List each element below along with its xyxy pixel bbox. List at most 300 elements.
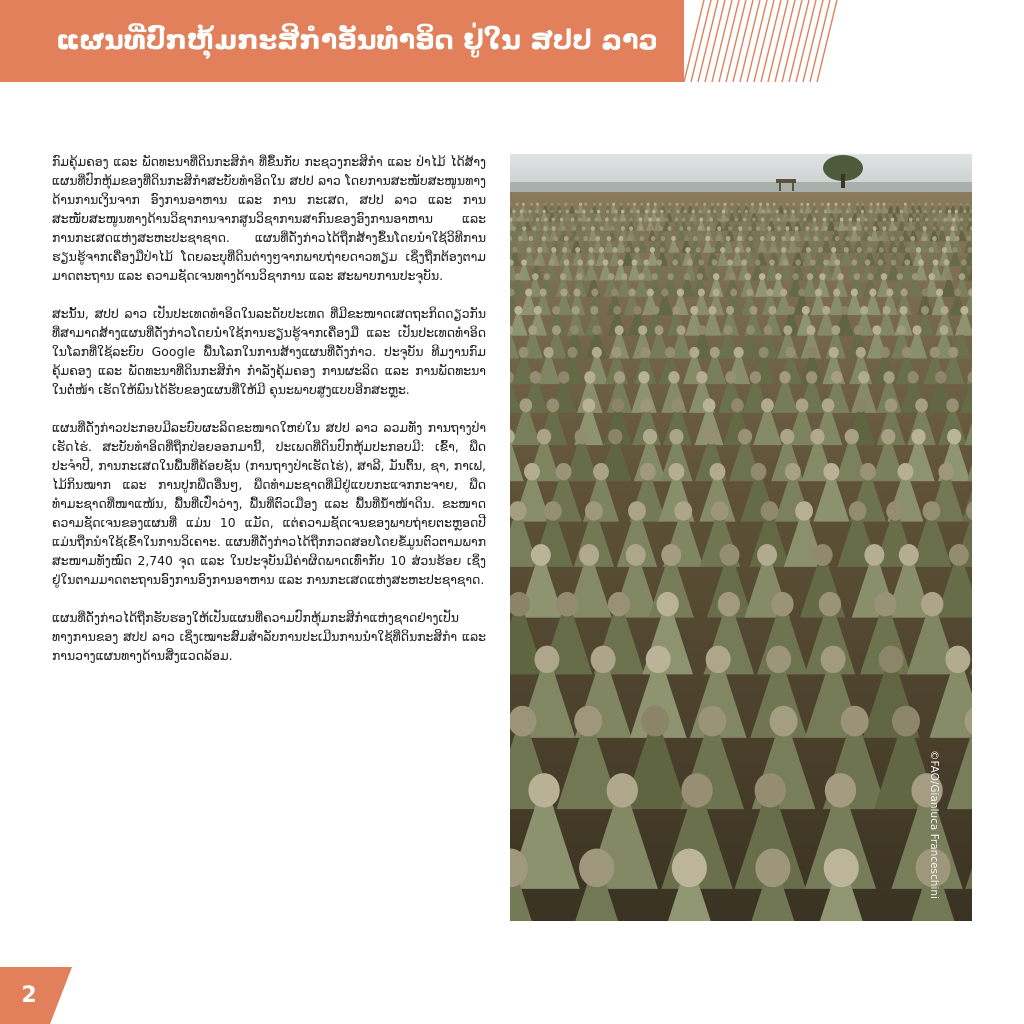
field-photo: [510, 154, 972, 921]
sheaf-top: [769, 217, 773, 221]
sheaf-top: [746, 247, 751, 253]
sheaf-top: [650, 247, 655, 253]
sheaf-top: [746, 289, 753, 297]
sheaf-top: [909, 217, 913, 221]
sheaf-top: [679, 226, 683, 230]
sheaf-top: [841, 706, 869, 737]
sheaf-top: [925, 217, 929, 221]
sheaf-top: [710, 347, 720, 358]
sheaf-top: [674, 247, 679, 253]
sheaf-top: [605, 217, 609, 221]
sheaf-top: [761, 501, 779, 521]
sheaf-top: [675, 217, 679, 221]
sheaf-top: [824, 210, 827, 214]
sheaf-top: [517, 217, 521, 221]
sheaf-top: [552, 217, 556, 221]
sheaf-top: [867, 236, 872, 241]
sheaf-top: [890, 236, 895, 241]
sheaf-top: [540, 289, 547, 297]
sheaf-top: [696, 247, 701, 253]
sheaf-top: [933, 259, 939, 265]
sheaf-top: [570, 325, 579, 335]
sheaf-top: [807, 273, 813, 280]
sheaf-top: [795, 501, 813, 521]
sheaf-top: [706, 646, 731, 673]
sheaf-top: [633, 306, 641, 315]
sheaf-top: [900, 306, 908, 315]
sheaf-top: [529, 236, 534, 241]
sheaf-top: [821, 203, 824, 206]
sheaf-top: [951, 226, 955, 230]
sheaf-top: [622, 217, 626, 221]
sheaf-top: [897, 325, 906, 335]
sheaf-top: [641, 706, 669, 737]
sheaf-top: [639, 226, 643, 230]
sheaf-top: [696, 371, 707, 383]
sheaf-top: [615, 325, 624, 335]
sheaf-top: [872, 325, 881, 335]
sheaf-top: [823, 463, 839, 480]
sheaf-top: [831, 371, 842, 383]
sheaf-top: [844, 226, 848, 230]
sheaf-top: [943, 217, 947, 221]
sheaf-top: [759, 247, 764, 253]
sheaf-top: [665, 217, 669, 221]
sheaf-top: [795, 259, 801, 265]
sheaf-top: [851, 259, 857, 265]
sheaf-top: [550, 210, 553, 214]
sheaf-top: [860, 306, 868, 315]
sheaf-top: [879, 247, 884, 253]
rice-straw-field-image: [510, 154, 972, 921]
sheaf-top: [698, 706, 726, 737]
sheaf-top: [741, 259, 747, 265]
sheaf-top: [960, 226, 964, 230]
sheaf-top: [771, 236, 776, 241]
sheaf-top: [856, 347, 866, 358]
sheaf-top: [737, 203, 740, 206]
sheaf-top: [945, 236, 950, 241]
sheaf-top: [762, 210, 765, 214]
sheaf-top: [743, 217, 747, 221]
sheaf-top: [726, 236, 731, 241]
sheaf-top: [757, 544, 777, 566]
sheaf-top: [661, 203, 664, 206]
sheaf-top: [946, 273, 952, 280]
sheaf-top: [929, 273, 935, 280]
sheaf-top: [577, 259, 583, 265]
sheaf-top: [640, 203, 643, 206]
sheaf-top: [931, 203, 934, 206]
sheaf-top: [704, 429, 718, 445]
sheaf-top: [790, 236, 795, 241]
sheaf-top: [867, 273, 873, 280]
sheaf-top: [773, 203, 776, 206]
sheaf-top: [652, 210, 655, 214]
sheaf-top: [632, 259, 638, 265]
sheaf-top: [899, 236, 904, 241]
sheaf-top: [829, 217, 833, 221]
sheaf-top: [512, 247, 517, 253]
sheaf-top: [829, 347, 839, 358]
sheaf-top: [625, 247, 630, 253]
sheaf-top: [748, 226, 752, 230]
sheaf-top: [735, 217, 739, 221]
sheaf-top: [578, 217, 582, 221]
sheaf-top: [864, 217, 868, 221]
sheaf-top: [613, 306, 621, 315]
sheaf-top: [556, 592, 578, 617]
sheaf-top: [751, 203, 754, 206]
sheaf-top: [889, 203, 892, 206]
sheaf-top: [761, 398, 774, 412]
sheaf-top: [652, 273, 658, 280]
sheaf-top: [794, 226, 798, 230]
sheaf-top: [945, 646, 970, 673]
sheaf-top: [823, 226, 827, 230]
sheaf-top: [804, 236, 809, 241]
sheaf-top: [587, 217, 591, 221]
sheaf-top: [640, 347, 650, 358]
sheaf-top: [802, 306, 810, 315]
sheaf-top: [745, 203, 748, 206]
sheaf-top: [713, 273, 719, 280]
sheaf-top: [576, 273, 582, 280]
sheaf-top: [946, 398, 959, 412]
sheaf-top: [706, 236, 711, 241]
sheaf-top: [823, 217, 827, 221]
sheaf-top: [911, 203, 914, 206]
sheaf-top: [955, 210, 958, 214]
paragraph-1: ກົມຄຸ້ມຄອງ ແລະ ພັດທະນາທີ່ດິນກະສິກຳ ທີ່ຂຶ້ນກັບ ກະຊວງກະສິກຳ ແລະ ປ່າໄມ້ ໄດ້ສ້າງແຜນທີ່ປົກຫຸ້ມຂອງທີ່ດິນກະສິກຳສະບັບທຳອິດໃນ ສປປ ລາວ ໂດຍການສະໜັບສະໜູນທາງດ້ານການເງິນຈາກ ອົງການອາຫານ ແລະ ການ ກະເສດ, ສປປ ລາວ ແລະ ການສະໜັບສະໜູນທາງດ້ານວິຊາການຈາກສູນວິຊາການສາກົນຂອງອົງການອາຫານ ແລະ ການກະເສດແຫ່ງສະຫະປະຊາຊາດ. ແຜນທີ່ດັ່ງກ່າວໄດ້ຖືກສ້າງຂຶ້ນໂດຍນໍາໃຊ້ວິທີການຮຽນຮູ້ຈາກເຄື່ອງມືປ່າໄມ້ ໂດຍລະບຸທີ່ດິນຕ່າງໆຈາກພາບຖ່າຍດາວທຽມ ເຊິ່ງຖືກຕ້ອງຕາມມາດຕະຖານ ແລະ ຄວາມຊັດເຈນທາງດ້ານວິຊາການ ແລະ ສະພາບການປະຈຸບັນ.: [52, 154, 486, 283]
sheaf-top: [953, 247, 958, 253]
sheaf-top: [668, 371, 679, 383]
sheaf-top: [537, 247, 542, 253]
page-number: 2: [21, 983, 37, 1008]
sheaf-top: [518, 347, 528, 358]
sheaf-top: [550, 203, 553, 206]
sheaf-top: [805, 226, 809, 230]
sheaf-top: [640, 398, 653, 412]
sheaf-top: [844, 247, 849, 253]
sheaf-top: [835, 259, 841, 265]
sheaf-top: [905, 247, 910, 253]
sheaf-top: [883, 306, 891, 315]
sheaf-top: [728, 226, 732, 230]
sheaf-top: [690, 306, 698, 315]
sheaf-top: [697, 273, 703, 280]
photo-credit: ©FAO/Gianluca Franceschini: [928, 750, 940, 899]
sheaf-top: [572, 226, 576, 230]
sheaf-top: [910, 236, 915, 241]
sheaf-top: [768, 306, 776, 315]
sheaf-top: [681, 203, 684, 206]
sheaf-top: [629, 226, 633, 230]
sheaf-top: [921, 289, 928, 297]
sheaf-top: [564, 259, 570, 265]
sheaf-top: [672, 259, 678, 265]
sheaf-top: [668, 463, 684, 480]
sheaf-top: [647, 203, 650, 206]
sheaf-top: [818, 247, 823, 253]
sheaf-top: [885, 398, 898, 412]
sheaf-top: [731, 398, 744, 412]
sheaf-top: [710, 247, 715, 253]
sheaf-top: [807, 347, 817, 358]
sheaf-top: [575, 429, 589, 445]
sheaf-top: [558, 203, 561, 206]
sheaf-top: [621, 226, 625, 230]
sheaf-top: [536, 203, 539, 206]
sheaf-top: [684, 273, 690, 280]
sheaf-top: [821, 646, 846, 673]
sheaf-top: [813, 236, 818, 241]
sheaf-top: [785, 226, 789, 230]
sheaf-top: [536, 217, 540, 221]
sheaf-top: [661, 544, 681, 566]
sheaf-top: [761, 217, 765, 221]
sheaf-top: [766, 646, 791, 673]
sheaf-top: [703, 398, 716, 412]
sheaf-top: [956, 325, 965, 335]
sheaf-top: [591, 289, 598, 297]
sheaf-top: [710, 463, 726, 480]
sheaf-top: [858, 371, 869, 383]
sheaf-top: [564, 236, 569, 241]
sheaf-top: [521, 259, 527, 265]
sheaf-top: [845, 236, 850, 241]
sheaf-top: [606, 210, 609, 214]
sheaf-top: [865, 259, 871, 265]
sheaf-top: [591, 226, 595, 230]
sheaf-top: [590, 273, 596, 280]
sheaf-top: [854, 210, 857, 214]
sheaf-top: [946, 203, 949, 206]
sheaf-top: [734, 347, 744, 358]
sheaf-top: [725, 371, 736, 383]
sheaf-top: [893, 210, 896, 214]
sheaf-top: [591, 646, 616, 673]
sheaf-top: [584, 203, 587, 206]
sheaf-top: [830, 210, 833, 214]
sheaf-top: [870, 203, 873, 206]
sheaf-top: [626, 544, 646, 566]
sheaf-top: [835, 236, 840, 241]
sheaf-top: [711, 501, 729, 521]
sheaf-top: [526, 217, 530, 221]
sheaf-top: [892, 247, 897, 253]
sheaf-top: [961, 259, 967, 265]
sheaf-top: [544, 217, 548, 221]
sheaf-top: [572, 306, 580, 315]
sheaf-top: [687, 259, 693, 265]
sheaf-top: [781, 247, 786, 253]
sheaf-top: [874, 592, 896, 617]
sheaf-top: [668, 203, 671, 206]
sheaf-top: [735, 247, 740, 253]
sheaf-top: [864, 226, 868, 230]
sheaf-top: [712, 259, 718, 265]
sheaf-top: [599, 247, 604, 253]
sheaf-top: [852, 226, 856, 230]
sheaf-top: [892, 706, 920, 737]
sheaf-top: [590, 210, 593, 214]
sheaf-top: [936, 289, 943, 297]
sheaf-top: [738, 226, 742, 230]
sheaf-top: [929, 247, 934, 253]
sheaf-top: [748, 236, 753, 241]
sheaf-top: [779, 371, 790, 383]
sheaf-top: [717, 226, 721, 230]
sheaf-top: [808, 210, 811, 214]
sheaf-top: [900, 210, 903, 214]
sheaf-top: [806, 203, 809, 206]
sheaf-top: [854, 325, 863, 335]
sheaf-top: [650, 226, 654, 230]
sheaf-top: [698, 259, 704, 265]
sheaf-top: [574, 236, 579, 241]
sheaf-top: [940, 226, 944, 230]
sheaf-top: [535, 210, 538, 214]
sheaf-top: [881, 273, 887, 280]
sheaf-top: [796, 398, 809, 412]
sheaf-top: [520, 398, 533, 412]
sheaf-top: [834, 226, 838, 230]
sheaf-top: [897, 273, 903, 280]
sheaf-top: [896, 203, 899, 206]
sheaf-top: [800, 203, 803, 206]
sheaf-top: [939, 210, 942, 214]
sheaf-top: [562, 226, 566, 230]
sheaf-top: [904, 259, 910, 265]
sheaf-top: [571, 217, 575, 221]
sheaf-top: [592, 347, 602, 358]
sheaf-top: [685, 247, 690, 253]
sheaf-top: [795, 247, 800, 253]
sheaf-top: [923, 501, 941, 521]
sheaf-top: [813, 544, 833, 566]
sheaf-top: [948, 210, 951, 214]
sheaf-top: [771, 592, 793, 617]
sheaf-top: [656, 259, 662, 265]
sheaf-top: [525, 289, 532, 297]
sheaf-top: [630, 210, 633, 214]
sheaf-top: [915, 398, 928, 412]
sheaf-top: [708, 306, 716, 315]
sheaf-top: [854, 273, 860, 280]
sheaf-top: [516, 203, 519, 206]
sheaf-top: [769, 259, 775, 265]
sheaf-top: [771, 247, 776, 253]
sheaf-top: [724, 325, 733, 335]
sheaf-top: [689, 347, 699, 358]
sheaf-top: [759, 347, 769, 358]
sheaf-top: [621, 273, 627, 280]
sheaf-top: [918, 203, 921, 206]
sheaf-top: [660, 210, 663, 214]
sheaf-top: [835, 203, 838, 206]
sheaf-top: [661, 289, 668, 297]
sheaf-top: [921, 306, 929, 315]
sheaf-top: [783, 259, 789, 265]
sheaf-top: [583, 236, 588, 241]
sheaf-top: [528, 773, 559, 807]
sheaf-top: [901, 289, 908, 297]
sheaf-top: [932, 226, 936, 230]
sheaf-top: [883, 371, 894, 383]
sheaf-top: [656, 217, 660, 221]
sheaf-top: [571, 203, 574, 206]
sheaf-top: [665, 347, 675, 358]
sheaf-top: [635, 247, 640, 253]
sheaf-top: [638, 325, 647, 335]
sheaf-top: [918, 259, 924, 265]
paragraph-4: ແຜນທີ່ດັ່ງກ່າວໄດ້ຖືກຮັບຮອງໃຫ້ເປັນແຜນທີ່ຄວາມປົກຫຸ້ມກະສິກຳແຫ່ງຊາດຢ່າງເປັນທາງການຂອງ ສປປ ລາວ ເຊິ່ງເໝາະສົມສໍາລັບການປະເມີນການນໍາໃຊ້ທີ່ດິນກະສິກຳ ແລະ ການວາງແຜນທາງດ້ານສິ່ງແວດລ້ອມ.: [52, 610, 486, 663]
sheaf-top: [669, 429, 683, 445]
sheaf-top: [532, 273, 538, 280]
sheaf-top: [677, 289, 684, 297]
sheaf-top: [916, 247, 921, 253]
sheaf-top: [552, 325, 561, 335]
sheaf-top: [592, 325, 601, 335]
sheaf-top: [574, 210, 577, 214]
sheaf-top: [941, 306, 949, 315]
sheaf-top: [515, 273, 521, 280]
sheaf-top: [524, 463, 540, 480]
sheaf-top: [628, 289, 635, 297]
sheaf-top: [780, 289, 787, 297]
sheaf-top: [886, 289, 893, 297]
sheaf-top: [600, 226, 604, 230]
sheaf-top: [579, 544, 599, 566]
sheaf-top: [881, 429, 895, 445]
sheaf-top: [729, 273, 735, 280]
sheaf-top: [815, 210, 818, 214]
sheaf-top: [897, 463, 913, 480]
sheaf-top: [893, 226, 897, 230]
sheaf-top: [518, 236, 523, 241]
sheaf-top: [911, 429, 925, 445]
sheaf-top: [869, 210, 872, 214]
sheaf-top: [512, 210, 515, 214]
sheaf-top: [880, 347, 890, 358]
sheaf-top: [752, 217, 756, 221]
sheaf-top: [967, 236, 972, 241]
sheaf-top: [960, 217, 964, 221]
sheaf-top: [544, 203, 547, 206]
sheaf-top: [787, 217, 791, 221]
sheaf-top: [603, 259, 609, 265]
sheaf-top: [837, 273, 843, 280]
sheaf-top: [558, 371, 569, 383]
sheaf-top: [717, 217, 721, 221]
sheaf-top: [638, 371, 649, 383]
sheaf-top: [720, 544, 740, 566]
sheaf-top: [955, 236, 960, 241]
sheaf-top: [544, 501, 562, 521]
sheaf-top: [606, 203, 609, 206]
sheaf-top: [608, 273, 614, 280]
sheaf-top: [824, 849, 859, 888]
sheaf-top: [656, 592, 678, 617]
sheaf-top: [551, 247, 556, 253]
sheaf-top: [727, 259, 733, 265]
sheaf-top: [717, 203, 720, 206]
sheaf-top: [612, 398, 625, 412]
sheaf-top: [720, 247, 725, 253]
sheaf-top: [560, 289, 567, 297]
sheaf-top: [607, 236, 612, 241]
